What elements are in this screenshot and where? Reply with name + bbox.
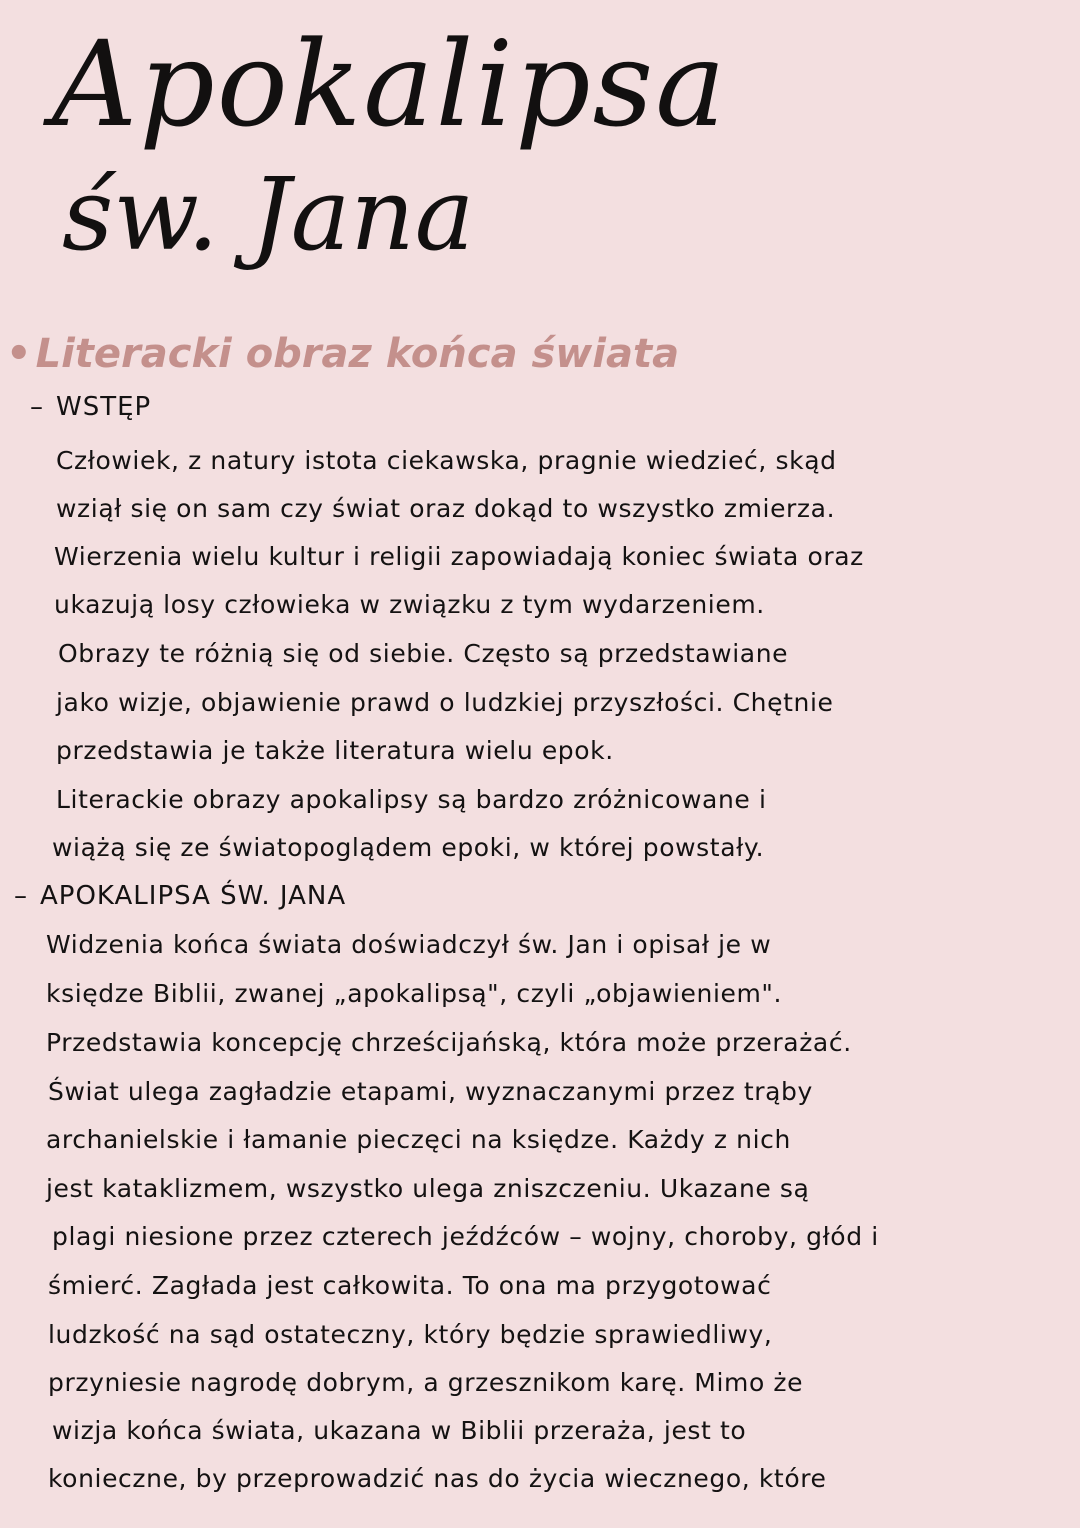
intro-line: wiążą się ze światopoglądem epoki, w której powstały.: [52, 833, 765, 862]
section-heading-text: Literacki obraz końca świata: [35, 331, 680, 377]
apocalypse-line: konieczne, by przeprowadzić nas do życia wiecznego, które: [48, 1464, 827, 1493]
title-line-1: Apokalipsa: [52, 15, 728, 153]
apocalypse-line: ludzkość na sąd ostateczny, który będzie sprawiedliwy,: [48, 1320, 773, 1349]
dash-icon: –: [14, 881, 28, 911]
apocalypse-line: plagi niesione przez czterech jeźdźców – wojny, choroby, głód i: [52, 1222, 879, 1251]
intro-line: ukazują losy człowieka w związku z tym wydarzeniem.: [54, 590, 765, 619]
intro-line: Obrazy te różnią się od siebie. Często są przedstawiane: [58, 639, 789, 668]
title-line-2: św. Jana: [62, 156, 475, 273]
bullet-icon: •: [6, 331, 32, 377]
apocalypse-line: śmierć. Zagłada jest całkowita. To ona ma przygotować: [48, 1271, 772, 1300]
intro-line: Wierzenia wielu kultur i religii zapowiadają koniec świata oraz: [54, 542, 864, 571]
apocalypse-line: wizja końca świata, ukazana w Biblii przeraża, jest to: [52, 1416, 747, 1445]
apocalypse-line: Widzenia końca świata doświadczył św. Jan i opisał je w: [46, 930, 772, 959]
intro-line: wziął się on sam czy świat oraz dokąd to wszystko zmierza.: [56, 494, 836, 523]
apocalypse-line: jest kataklizmem, wszystko ulega zniszczeniu. Ukazane są: [46, 1174, 810, 1203]
intro-line: przedstawia je także literatura wielu epok.: [56, 736, 614, 765]
intro-line: Literackie obrazy apokalipsy są bardzo zróżnicowane i: [56, 785, 767, 814]
intro-heading: [30, 390, 151, 424]
apocalypse-line: przyniesie nagrodę dobrym, a grzesznikom karę. Mimo że: [48, 1368, 804, 1397]
intro-heading-label: WSTĘP: [56, 392, 152, 422]
apocalypse-line: Przedstawia koncepcję chrześcijańską, która może przerażać.: [46, 1028, 852, 1057]
apocalypse-line: Świat ulega zagładzie etapami, wyznaczanymi przez trąby: [48, 1077, 813, 1106]
section-heading: [6, 328, 679, 380]
dash-icon: –: [30, 392, 44, 422]
apocalypse-heading-label: APOKALIPSA ŚW. JANA: [40, 881, 347, 911]
intro-line: Człowiek, z natury istota ciekawska, pragnie wiedzieć, skąd: [56, 446, 837, 475]
apocalypse-line: księdze Biblii, zwanej „apokalipsą", czyli „objawieniem".: [46, 979, 783, 1008]
intro-line: jako wizje, objawienie prawd o ludzkiej przyszłości. Chętnie: [56, 688, 834, 717]
apocalypse-line: archanielskie i łamanie pieczęci na księdze. Każdy z nich: [46, 1125, 791, 1154]
apocalypse-heading: [14, 879, 346, 913]
